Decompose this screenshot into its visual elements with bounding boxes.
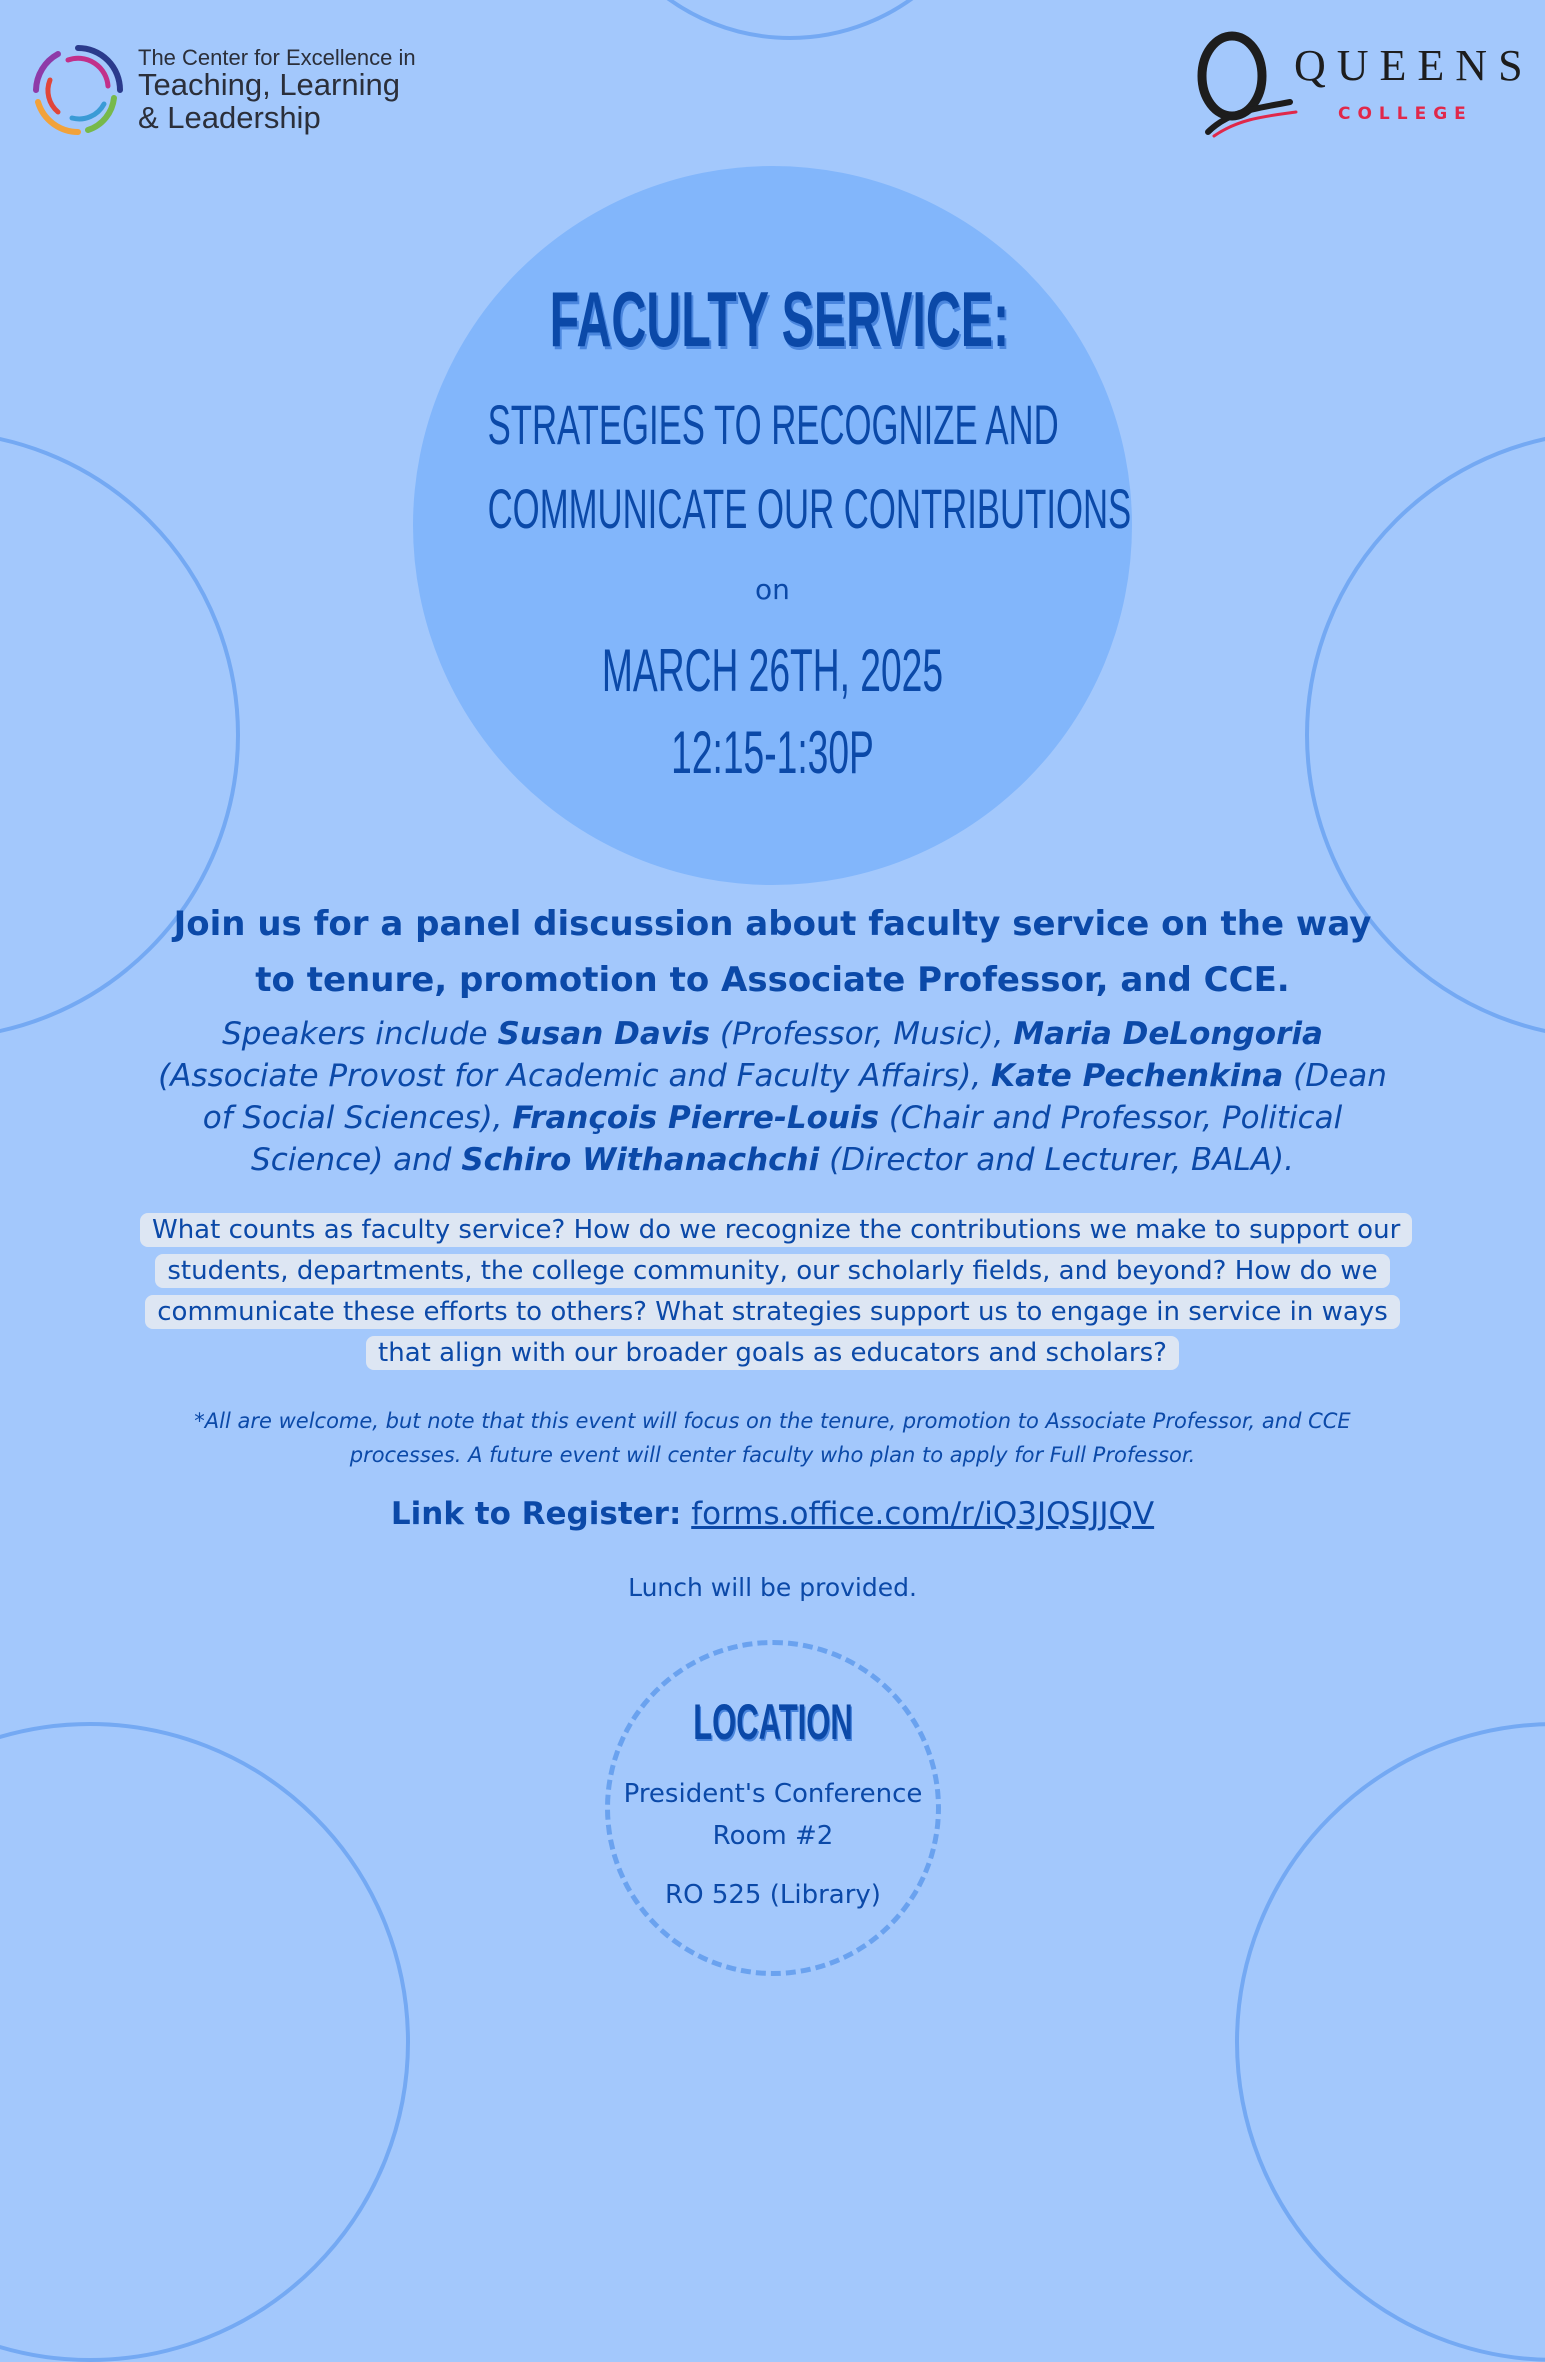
speaker-name: Susan Davis: [497, 1016, 711, 1052]
on-label: on: [755, 573, 790, 606]
queens-q-icon: [1190, 22, 1300, 142]
audience-note: *All are welcome, but note that this event will focus on the tenure, promotion to Associate Professor, and CCE processes. A future event will center faculty who plan to apply for Full Professor.: [194, 1409, 1351, 1467]
register-label: Link to Register:: [390, 1496, 682, 1532]
ctl-logo-text: [138, 46, 416, 134]
speaker-name: Maria DeLongoria: [1013, 1016, 1323, 1052]
event-subtitle-line2: COMMUNICATE OUR CONTRIBUTIONS: [487, 477, 1132, 540]
location-ring: [605, 1640, 941, 1976]
ctl-logo-line1: The Center for Excellence in: [138, 44, 416, 70]
register-line: [0, 1496, 1545, 1532]
lunch-note: Lunch will be provided.: [628, 1573, 917, 1602]
queens-wordmark: QUEENS: [1294, 41, 1534, 90]
location-name: President's Conference Room #2: [623, 1779, 923, 1851]
intro-text: Join us for a panel discussion about faculty service on the way to tenure, promotion to Associate Professor, and CCE.: [173, 904, 1372, 1000]
ctl-swirl-icon: [28, 40, 128, 140]
speaker-role: (Director and Lecturer, BALA).: [819, 1142, 1294, 1178]
hero-circle: [413, 166, 1132, 885]
speaker-name: Kate Pechenkina: [991, 1058, 1284, 1094]
event-time: 12:15-1:30P: [671, 719, 874, 786]
questions-text: What counts as faculty service? How do we recognize the contributions we make to support our students, departments, the college community, our scholarly fields, and beyond? How do we communicate these efforts to others? What strategies support us to engage in service in ways that align with our broader goals as educators and scholars?: [140, 1213, 1412, 1370]
speaker-role: (Associate Provost for Academic and Faculty Affairs),: [158, 1058, 992, 1094]
register-link[interactable]: forms.office.com/r/iQ3JQSJJQV: [691, 1496, 1155, 1532]
location-room: RO 525 (Library): [665, 1880, 881, 1910]
speakers-prefix: Speakers include: [222, 1016, 498, 1052]
speaker-role: (Professor, Music),: [710, 1016, 1014, 1052]
ctl-logo-line3: & Leadership: [138, 99, 321, 135]
speaker-name: Schiro Withanachchi: [461, 1142, 820, 1178]
location-title: LOCATION: [693, 1694, 853, 1750]
ctl-logo-line2: Teaching, Learning: [138, 67, 400, 102]
speaker-role: (Dean of Social Sciences),: [202, 1058, 1387, 1136]
event-subtitle-line1: STRATEGIES TO RECOGNIZE AND: [487, 393, 1059, 456]
speaker-role: (Chair and Professor, Political Science) and: [251, 1100, 1343, 1178]
speakers-paragraph: [140, 1013, 1405, 1181]
college-wordmark: COLLEGE: [1338, 104, 1473, 124]
queens-college-logo: [1190, 22, 1534, 142]
decorative-ring-bottom-left: [0, 1722, 410, 2362]
ctl-logo: [28, 40, 416, 140]
decorative-ring-top: [580, 0, 1000, 40]
speaker-name: François Pierre-Louis: [512, 1100, 880, 1136]
event-date: MARCH 26TH, 2025: [601, 637, 944, 704]
decorative-ring-bottom-right: [1235, 1722, 1545, 2362]
questions-block: [140, 1210, 1405, 1374]
event-title: FACULTY SERVICE:: [549, 275, 1010, 363]
